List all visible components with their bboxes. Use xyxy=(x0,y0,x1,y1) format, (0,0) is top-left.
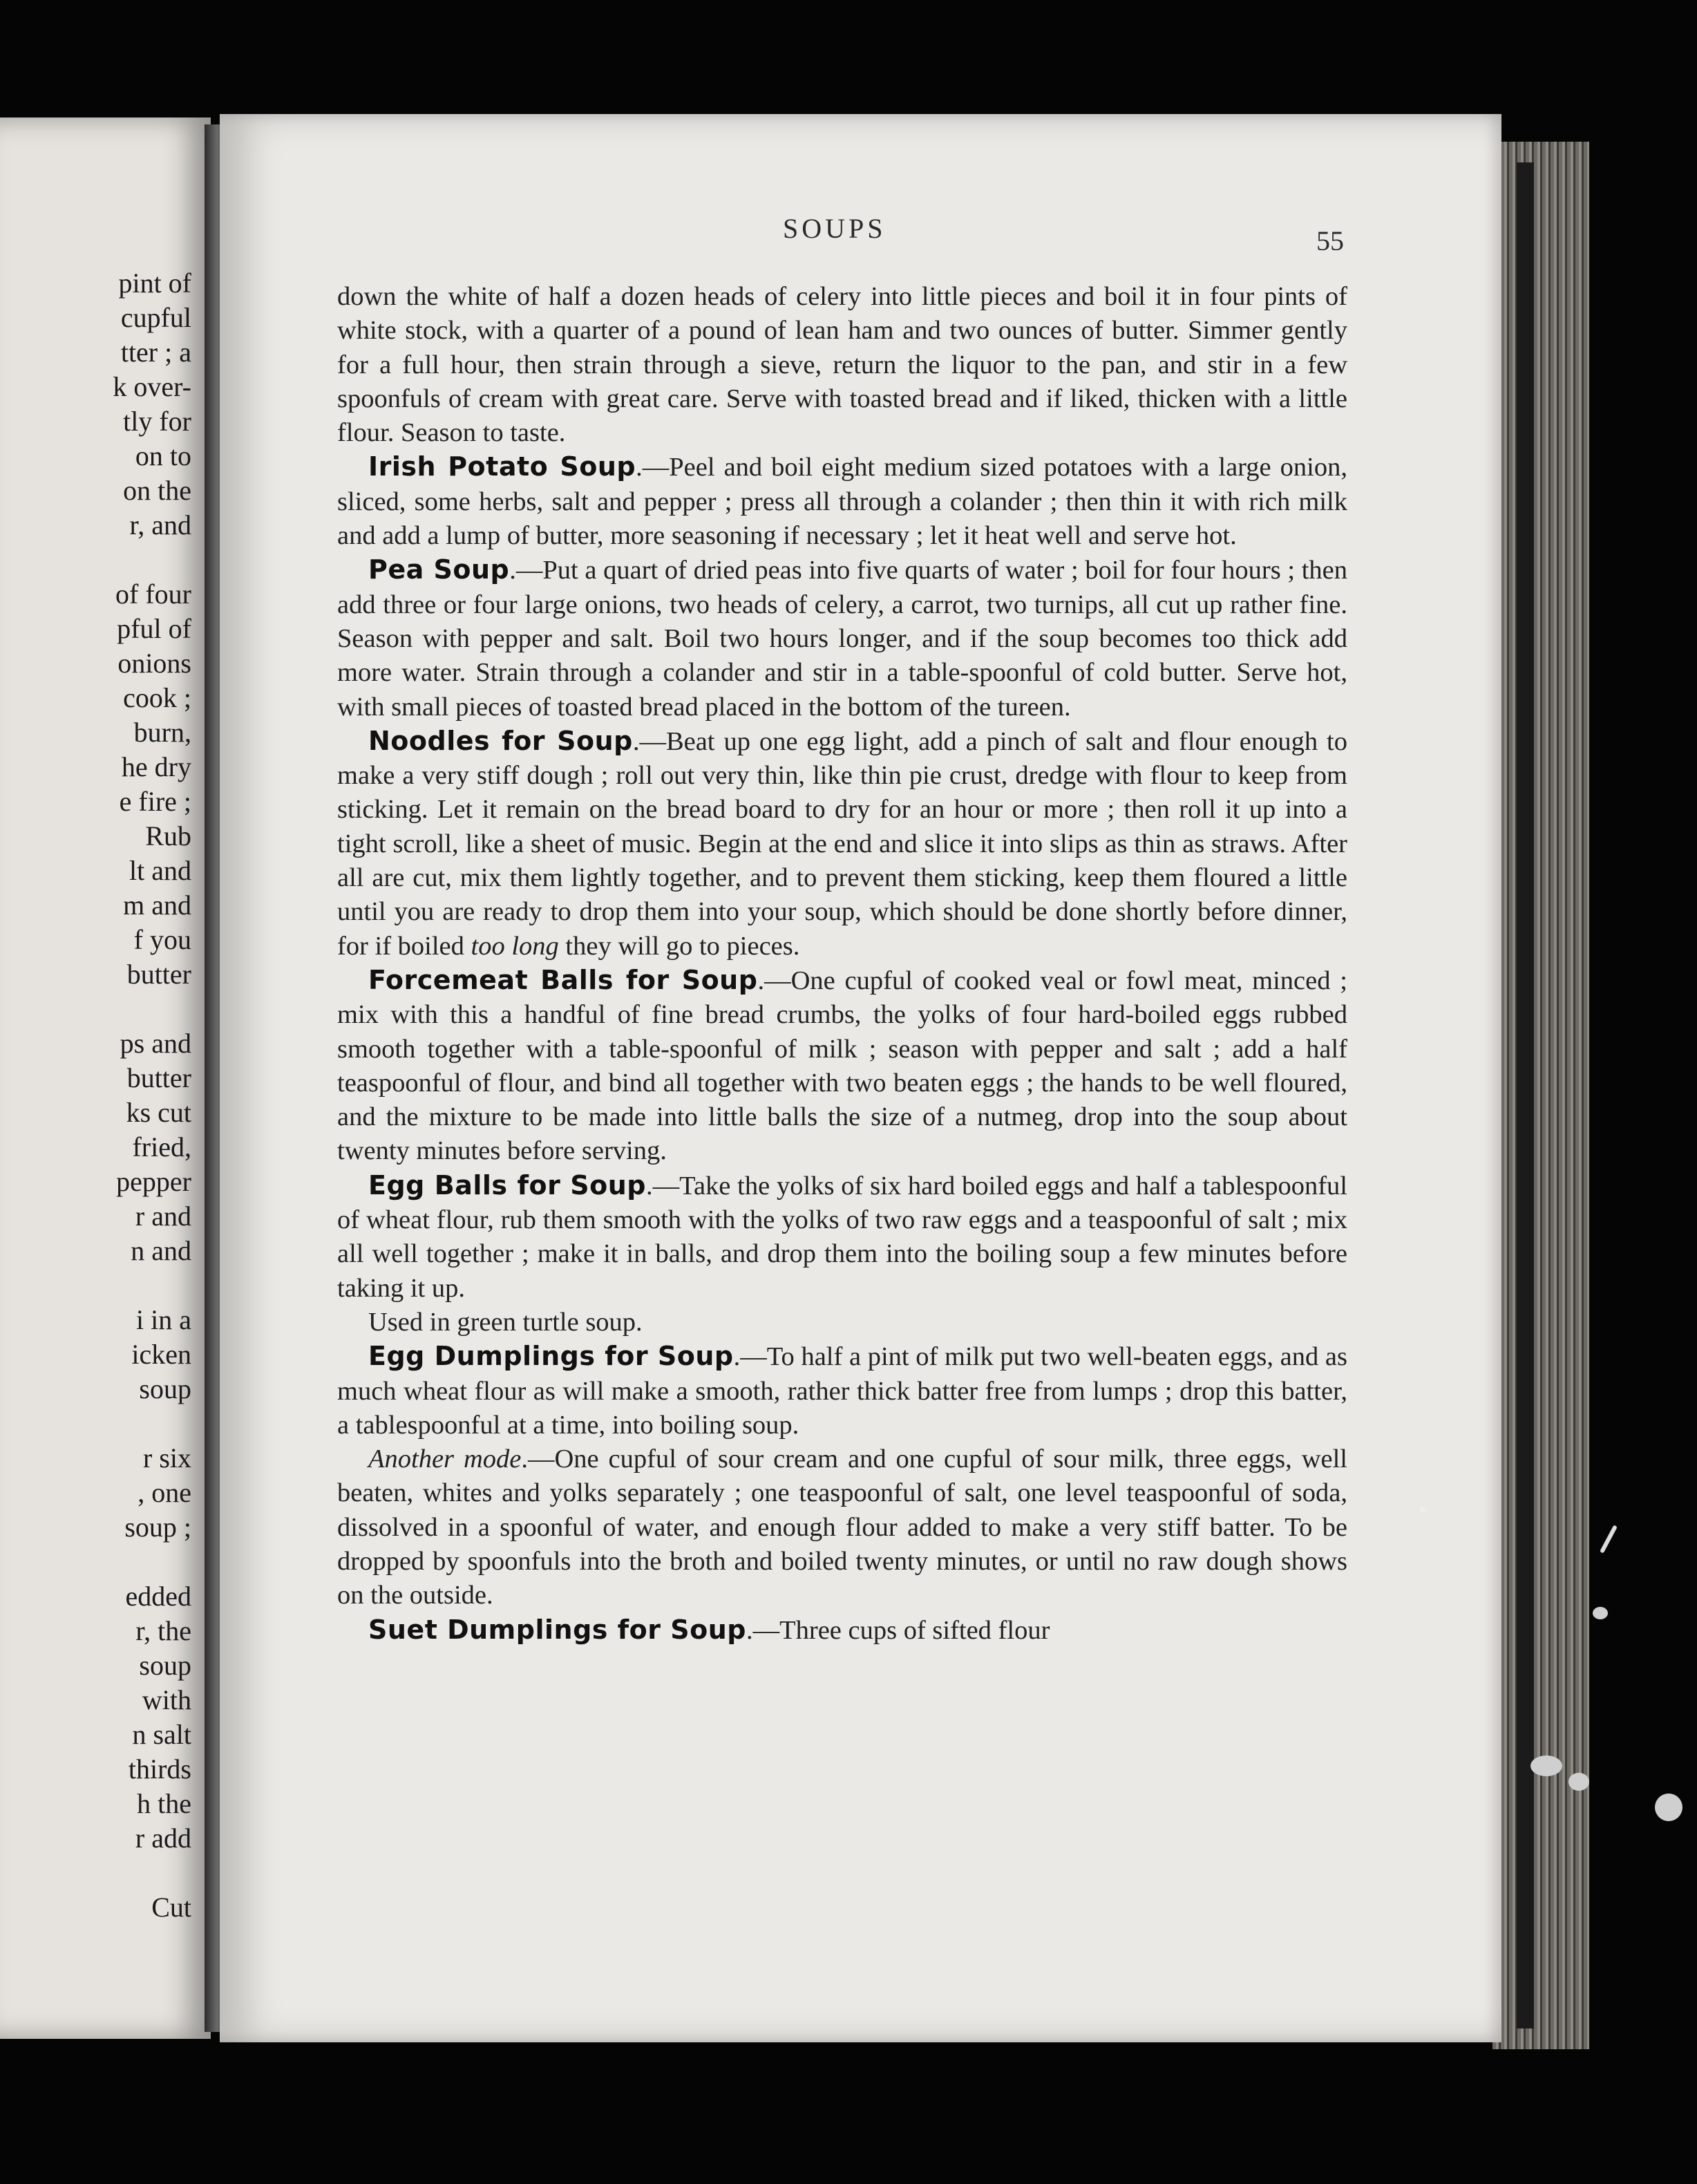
left-page-text-fragment: of four xyxy=(115,578,191,610)
left-page-text-fragment: r six xyxy=(143,1442,191,1474)
left-page-text-fragment: cupful xyxy=(120,302,191,333)
left-page xyxy=(0,117,211,2039)
paragraph-forcemeat-balls xyxy=(337,963,1347,1169)
left-page-text-fragment: r add xyxy=(135,1823,191,1854)
left-page-text-fragment: r and xyxy=(135,1201,191,1232)
left-page-text-fragment: r, the xyxy=(135,1615,191,1646)
left-page-text-fragment: e fire ; xyxy=(119,786,191,817)
page-body xyxy=(337,280,1347,1648)
recipe-text: .—One cupful of sour cream and one cupful of sour milk, three eggs, well beaten, whites and yolks separately ; one teaspoonful of salt, one level teaspoonful of soda, dissolved in a spoonful of water, and enough flour added to make a very stiff batter. To be dropped by spoonfuls into the broth and boiled twenty minutes, or until no raw dough shows on the outside. xyxy=(337,1444,1347,1610)
left-page-text-fragment: Rub xyxy=(145,820,191,851)
recipe-heading: Pea Soup xyxy=(368,554,510,585)
left-page-text-fragment: edded xyxy=(125,1581,191,1612)
paragraph-irish-potato-soup xyxy=(337,450,1347,553)
left-page-text-fragment: with xyxy=(142,1684,191,1715)
paragraph-note: Used in green turtle soup. xyxy=(368,1307,643,1337)
recipe-text: .—One cupful of cooked veal or fowl meat, minced ; mix with this a handful of fine bread crumbs, the yolks of four hard-boiled eggs rubbed smooth together with a table-spoonful of milk ; season with pepper and salt ; add a half teaspoonful of flour, and bind all together with two beaten eggs ; the hands to be well floured, and the mixture to be made into little balls the size of a nutmeg, drop into the soup about twenty minutes before serving. xyxy=(337,966,1348,1166)
left-page-text-fragment: ks cut xyxy=(126,1097,191,1128)
left-page-text-fragment: on to xyxy=(135,440,191,471)
recipe-text: .—Put a quart of dried peas into five quarts of water ; boil for four hours ; then add three or four large onions, two heads of celery, a carrot, two turnips, all cut up rather fine. Season with pepper and salt. Boil two hours longer, and if the soup becomes too thick add more water. Strain through a colander and stir in a table-spoonful of cold butter. Serve hot, with small pieces of toasted bread placed in the bottom of the tureen. xyxy=(337,556,1347,722)
recipe-heading: Forcemeat Balls for Soup xyxy=(368,964,758,995)
left-page-text-fragment: soup ; xyxy=(124,1512,191,1543)
film-speck xyxy=(1655,1794,1682,1821)
left-page-text-fragment: n and xyxy=(131,1235,191,1266)
recipe-heading: Suet Dumplings for Soup xyxy=(368,1614,746,1645)
page-edges-shadow xyxy=(1517,162,1534,2028)
left-page-text-fragment: n salt xyxy=(132,1719,191,1750)
recipe-text: they will go to pieces. xyxy=(558,931,800,961)
recipe-text: .—Take the yolks of six hard boiled eggs and half a tablespoonful of wheat flour, rub them smooth with the yolks of two raw eggs and a teaspoonful of salt ; mix all well together ; make it in balls, and drop them into the boiling soup a few minutes before taking it up. xyxy=(337,1171,1348,1303)
recipe-text: .—Three cups of sifted flour xyxy=(746,1615,1050,1645)
recipe-heading: Egg Balls for Soup xyxy=(368,1169,646,1201)
left-page-text-fragment: k over- xyxy=(113,371,191,402)
left-page-text-fragment: , one xyxy=(138,1477,191,1508)
left-page-text-fragment: fried, xyxy=(132,1131,191,1162)
left-page-text-fragment: tter ; a xyxy=(120,337,191,368)
recipe-text-italic: too long xyxy=(471,931,559,961)
film-scratch xyxy=(1600,1525,1618,1554)
left-page-text-fragment: butter xyxy=(126,959,191,990)
left-page-text-fragment: burn, xyxy=(133,717,191,748)
left-page-text-fragment: soup xyxy=(139,1373,191,1404)
film-speck xyxy=(1420,1507,1425,1512)
left-page-text-fragment: m and xyxy=(123,889,191,921)
recipe-heading: Egg Dumplings for Soup xyxy=(368,1341,734,1372)
left-page-text-fragment: tly for xyxy=(123,406,191,437)
paragraph-egg-balls xyxy=(337,1169,1347,1306)
left-page-text-fragment: Cut xyxy=(151,1892,191,1923)
recipe-text: .—Beat up one egg light, add a pinch of salt and flour enough to make a very stiff dough ; roll out very thin, like thin pie crust, dredge with flour to keep from sticking. Let it remain on the bread board to dry for an hour or more ; then roll it up into a tight scroll, like a sheet of music. Begin at the end and slice it into slips as thin as straws. After all are cut, mix them lightly together, and to prevent them sticking, keep them floured a little until you are ready to drop them into your soup, which should be done shortly before dinner, for if boiled xyxy=(337,726,1347,961)
left-page-text-fragment: onions xyxy=(117,648,191,679)
left-page-text-fragment: he dry xyxy=(121,751,191,782)
left-page-text-fragment: h the xyxy=(137,1788,191,1819)
left-page-text-fragment: lt and xyxy=(129,855,191,886)
left-page-text-fragment: i in a xyxy=(136,1304,191,1335)
recipe-heading: Noodles for Soup xyxy=(368,725,633,756)
film-speck xyxy=(1568,1773,1589,1791)
paragraph-pea-soup xyxy=(337,553,1347,724)
recipe-text: .—To half a pint of milk put two well-beaten eggs, and as much wheat flour as will make a smooth, rather thick batter free from lumps ; drop this batter, a tablespoonful at a time, into boiling soup. xyxy=(337,1342,1347,1440)
left-page-text-fragment: thirds xyxy=(128,1753,191,1785)
paragraph-celery-soup-end: down the white of half a dozen heads of celery into little pieces and boil it in four pints of white stock, with a quarter of a pound of lean ham and two ounces of butter. Simmer gently for a full hour, then strain through a sieve, return the liquor to the pan, and stir in a few spoonfuls of cream with great care. Serve with toasted bread and if liked, thicken with a little flour. Season to taste. xyxy=(337,282,1347,448)
recipe-text-italic: Another mode xyxy=(368,1444,522,1474)
page-number: 55 xyxy=(1316,225,1344,256)
running-head: SOUPS xyxy=(783,213,887,244)
left-page-text-fragment: ps and xyxy=(120,1028,191,1059)
recipe-text: .—Peel and boil eight medium sized potatoes with a large onion, sliced, some herbs, salt and pepper ; press all through a colander ; then thin it with rich milk and add a lump of butter, more seasoning if necessary ; let it heat well and serve hot. xyxy=(337,453,1347,551)
paragraph-another-mode xyxy=(337,1442,1347,1612)
paragraph-suet-dumplings xyxy=(337,1613,1347,1648)
left-page-text-fragment: butter xyxy=(126,1062,191,1093)
recipe-heading: Irish Potato Soup xyxy=(368,451,636,482)
left-page-text-fragment: f you xyxy=(133,924,191,955)
paragraph-noodles-for-soup xyxy=(337,724,1347,963)
left-page-text-fragment: pful of xyxy=(117,613,191,644)
left-page-text-fragment: soup xyxy=(139,1650,191,1681)
left-page-text-fragment: icken xyxy=(131,1339,191,1370)
film-speck xyxy=(1530,1755,1562,1776)
left-page-text-fragment: on the xyxy=(123,475,191,506)
left-page-text-fragment: cook ; xyxy=(123,682,191,713)
left-page-text-fragment: pepper xyxy=(116,1166,191,1197)
paragraph-egg-dumplings xyxy=(337,1339,1347,1442)
left-page-text-fragment: pint of xyxy=(118,267,191,299)
left-page-text-fragment: r, and xyxy=(129,509,191,540)
film-speck xyxy=(1593,1607,1608,1619)
